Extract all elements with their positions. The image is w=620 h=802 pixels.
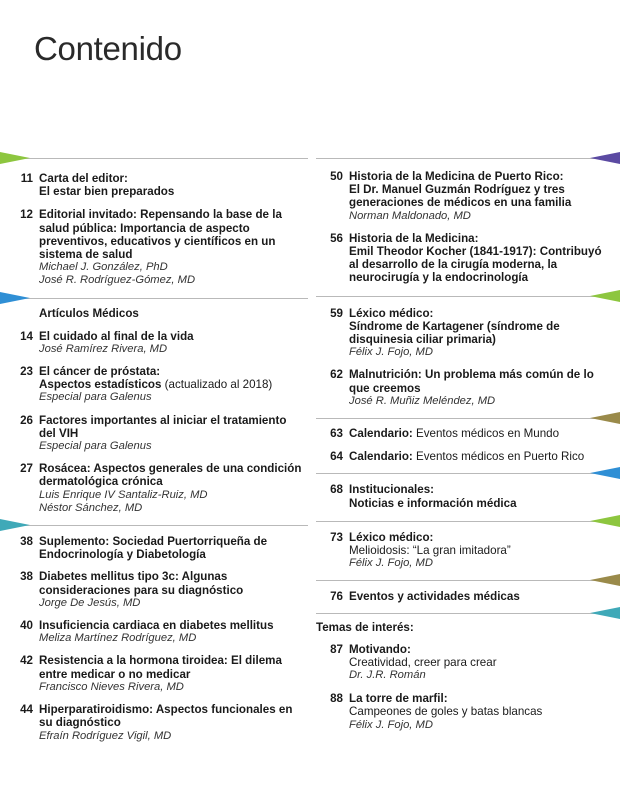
toc-entry-87[interactable] xyxy=(316,643,612,683)
toc-entry-11[interactable] xyxy=(6,172,304,198)
page-number: 76 xyxy=(330,590,343,604)
page-number: 38 xyxy=(20,535,33,549)
teal-wedge xyxy=(590,607,620,619)
entry-title: El cuidado al final de la vida xyxy=(39,329,194,343)
section-divider xyxy=(14,525,308,526)
page-number: 88 xyxy=(330,692,343,706)
toc-entry-56[interactable] xyxy=(316,232,612,285)
toc-entry-42[interactable] xyxy=(6,654,304,694)
entry-label: Suplemento: xyxy=(39,535,110,549)
page-number: 26 xyxy=(20,413,33,427)
entry-author: Efraín Rodríguez Vigil, MD xyxy=(39,729,172,742)
toc-left-column xyxy=(0,158,308,752)
entry-title: Historia de la Medicina: xyxy=(349,231,479,245)
section-divider xyxy=(14,298,308,299)
entry-author: Francisco Nieves Rivera, MD xyxy=(39,680,184,693)
page-number: 44 xyxy=(20,703,33,717)
toc-entry-59[interactable] xyxy=(316,307,612,360)
page-number: 12 xyxy=(20,208,33,222)
olive-wedge xyxy=(590,412,620,424)
purple-wedge xyxy=(590,152,620,164)
entry-author: José Ramírez Rivera, MD xyxy=(39,342,168,355)
entry-author: Michael J. González, PhD xyxy=(39,261,168,274)
entry-title-rest: Eventos médicos en Mundo xyxy=(412,427,560,441)
entry-author: Norman Maldonado, MD xyxy=(349,209,471,222)
toc-entry-73[interactable] xyxy=(316,531,612,571)
entry-subtitle: Noticias e información médica xyxy=(349,496,517,510)
section-divider xyxy=(316,521,610,522)
section-divider xyxy=(316,296,610,297)
page-number: 11 xyxy=(20,172,33,185)
entry-author: Luis Enrique IV Santaliz-Ruiz, MD xyxy=(39,488,208,501)
page-number: 40 xyxy=(20,619,33,633)
green-wedge xyxy=(590,290,620,302)
entry-title: Hiperparatiroidismo: Aspectos funcionales en su diagnóstico xyxy=(39,703,293,730)
toc-entry-27[interactable] xyxy=(6,462,304,515)
entry-title: Rosácea: Aspectos generales de una condición dermatológica crónica xyxy=(39,462,302,489)
entry-title: Malnutrición: Un problema más común de lo que creemos xyxy=(349,368,594,395)
entry-author: Especial para Galenus xyxy=(39,440,152,453)
entry-author: Jorge De Jesús, MD xyxy=(39,596,141,609)
entry-title: Institucionales: xyxy=(349,483,435,497)
section-divider xyxy=(316,580,610,581)
toc-entry-62[interactable] xyxy=(316,368,612,408)
green-wedge xyxy=(0,152,30,164)
page-number: 42 xyxy=(20,654,33,668)
toc-entry-26[interactable] xyxy=(6,414,304,454)
olive-wedge xyxy=(590,574,620,586)
entry-title: Motivando: xyxy=(349,642,411,656)
entry-title: Insuficiencia cardiaca en diabetes mellitus xyxy=(39,619,274,633)
entry-title: La torre de marfil: xyxy=(349,692,448,706)
entry-title: Léxico médico: xyxy=(349,530,434,544)
toc-entry-40[interactable] xyxy=(6,619,304,645)
toc-entry-50[interactable] xyxy=(316,170,612,223)
page-number: 23 xyxy=(20,365,33,379)
entry-subtitle-note: (actualizado al 2018) xyxy=(161,378,273,392)
entry-title-rest: Sociedad Puertorriqueña de Endocrinología y Diabetología xyxy=(39,535,268,562)
entry-author: Félix J. Fojo, MD xyxy=(349,557,433,570)
entry-title: El cáncer de próstata: xyxy=(39,365,161,379)
page-number: 63 xyxy=(330,427,343,441)
entry-author: José R. Rodríguez-Gómez, MD xyxy=(39,274,196,287)
entry-title: Calendario: xyxy=(349,450,413,464)
toc-entry-38-suplemento[interactable] xyxy=(6,535,304,561)
entry-author: Néstor Sánchez, MD xyxy=(39,501,143,514)
entry-label: Editorial invitado: xyxy=(39,208,137,222)
toc-entry-64[interactable] xyxy=(316,450,612,463)
entry-author: Meliza Martínez Rodríguez, MD xyxy=(39,632,197,645)
page-number: 62 xyxy=(330,368,343,382)
page-number: 73 xyxy=(330,530,343,544)
page-number: 38 xyxy=(20,570,33,584)
section-divider xyxy=(316,158,610,159)
page-number: 87 xyxy=(330,642,343,656)
entry-author: Dr. J.R. Román xyxy=(349,669,426,682)
entry-title: Eventos y actividades médicas xyxy=(349,590,520,604)
toc-entry-88[interactable] xyxy=(316,692,612,732)
toc-right-column xyxy=(312,158,620,741)
page-number: 64 xyxy=(330,450,343,464)
teal-wedge xyxy=(0,519,30,531)
green-wedge xyxy=(590,515,620,527)
entry-author: Especial para Galenus xyxy=(39,391,152,404)
page-number: 56 xyxy=(330,231,343,245)
entry-title-rest: Eventos médicos en Puerto Rico xyxy=(412,450,585,464)
entry-title: Calendario: xyxy=(349,427,413,441)
entry-title-rest: Repensando la base de la salud pública: Importancia de aspecto preventivos, educativos y científicos en un sistema de salud xyxy=(39,208,282,262)
entry-author: Félix J. Fojo, MD xyxy=(349,718,433,731)
entry-title: Factores importantes al iniciar el tratamiento del VIH xyxy=(39,413,287,440)
entry-title: Léxico médico: xyxy=(349,306,434,320)
entry-title: Diabetes mellitus tipo 3c: Algunas consideraciones para su diagnóstico xyxy=(39,570,244,597)
page-number: 27 xyxy=(20,462,33,476)
entry-title xyxy=(39,208,282,261)
entry-subtitle: Melioidosis: “La gran imitadora” xyxy=(349,544,511,558)
entry-subtitle: Campeones de goles y batas blancas xyxy=(349,705,543,719)
blue-wedge xyxy=(590,467,620,479)
toc-entry-63[interactable] xyxy=(316,427,612,440)
entry-title: Resistencia a la hormona tiroidea: El dilema entre medicar o no medicar xyxy=(39,654,282,681)
section-heading: Artículos Médicos xyxy=(39,306,139,320)
section-divider xyxy=(316,613,610,614)
entry-author: Félix J. Fojo, MD xyxy=(349,346,433,359)
toc-entry-68[interactable] xyxy=(316,483,612,509)
toc-entry-14[interactable] xyxy=(6,330,304,356)
page-number: 50 xyxy=(330,170,343,183)
entry-subtitle: Aspectos estadísticos xyxy=(39,378,162,392)
page-number: 14 xyxy=(20,329,33,343)
entry-subtitle: Creatividad, creer para crear xyxy=(349,655,497,669)
page-title: Contenido xyxy=(34,30,182,67)
entry-title: Carta del editor: xyxy=(39,172,128,185)
page-number: 59 xyxy=(330,306,343,320)
section-divider xyxy=(316,473,610,474)
section-divider xyxy=(14,158,308,159)
section-heading: Temas de interés: xyxy=(316,620,414,634)
entry-subtitle: El estar bien preparados xyxy=(39,185,175,199)
toc-entry-12[interactable] xyxy=(6,208,304,287)
entry-author: José R. Muñiz Meléndez, MD xyxy=(349,394,496,407)
entry-subtitle: Emil Theodor Kocher (1841-1917): Contribuyó al desarrollo de la cirugía moderna, la neurocirugía y la endocrinología xyxy=(349,245,602,285)
blue-wedge xyxy=(0,292,30,304)
toc-entry-23[interactable] xyxy=(6,365,304,405)
entry-subtitle: El Dr. Manuel Guzmán Rodríguez y tres generaciones de médicos en una familia xyxy=(349,183,572,210)
toc-entry-44[interactable] xyxy=(6,703,304,743)
entry-title: Historia de la Medicina de Puerto Rico: xyxy=(349,170,564,183)
section-divider xyxy=(316,418,610,419)
entry-subtitle: Síndrome de Kartagener (síndrome de disquinesia ciliar primaria) xyxy=(349,319,560,347)
entry-title xyxy=(39,535,267,561)
toc-entry-38-diabetes[interactable] xyxy=(6,570,304,610)
page-number: 68 xyxy=(330,483,343,497)
toc-entry-76[interactable] xyxy=(316,590,612,603)
